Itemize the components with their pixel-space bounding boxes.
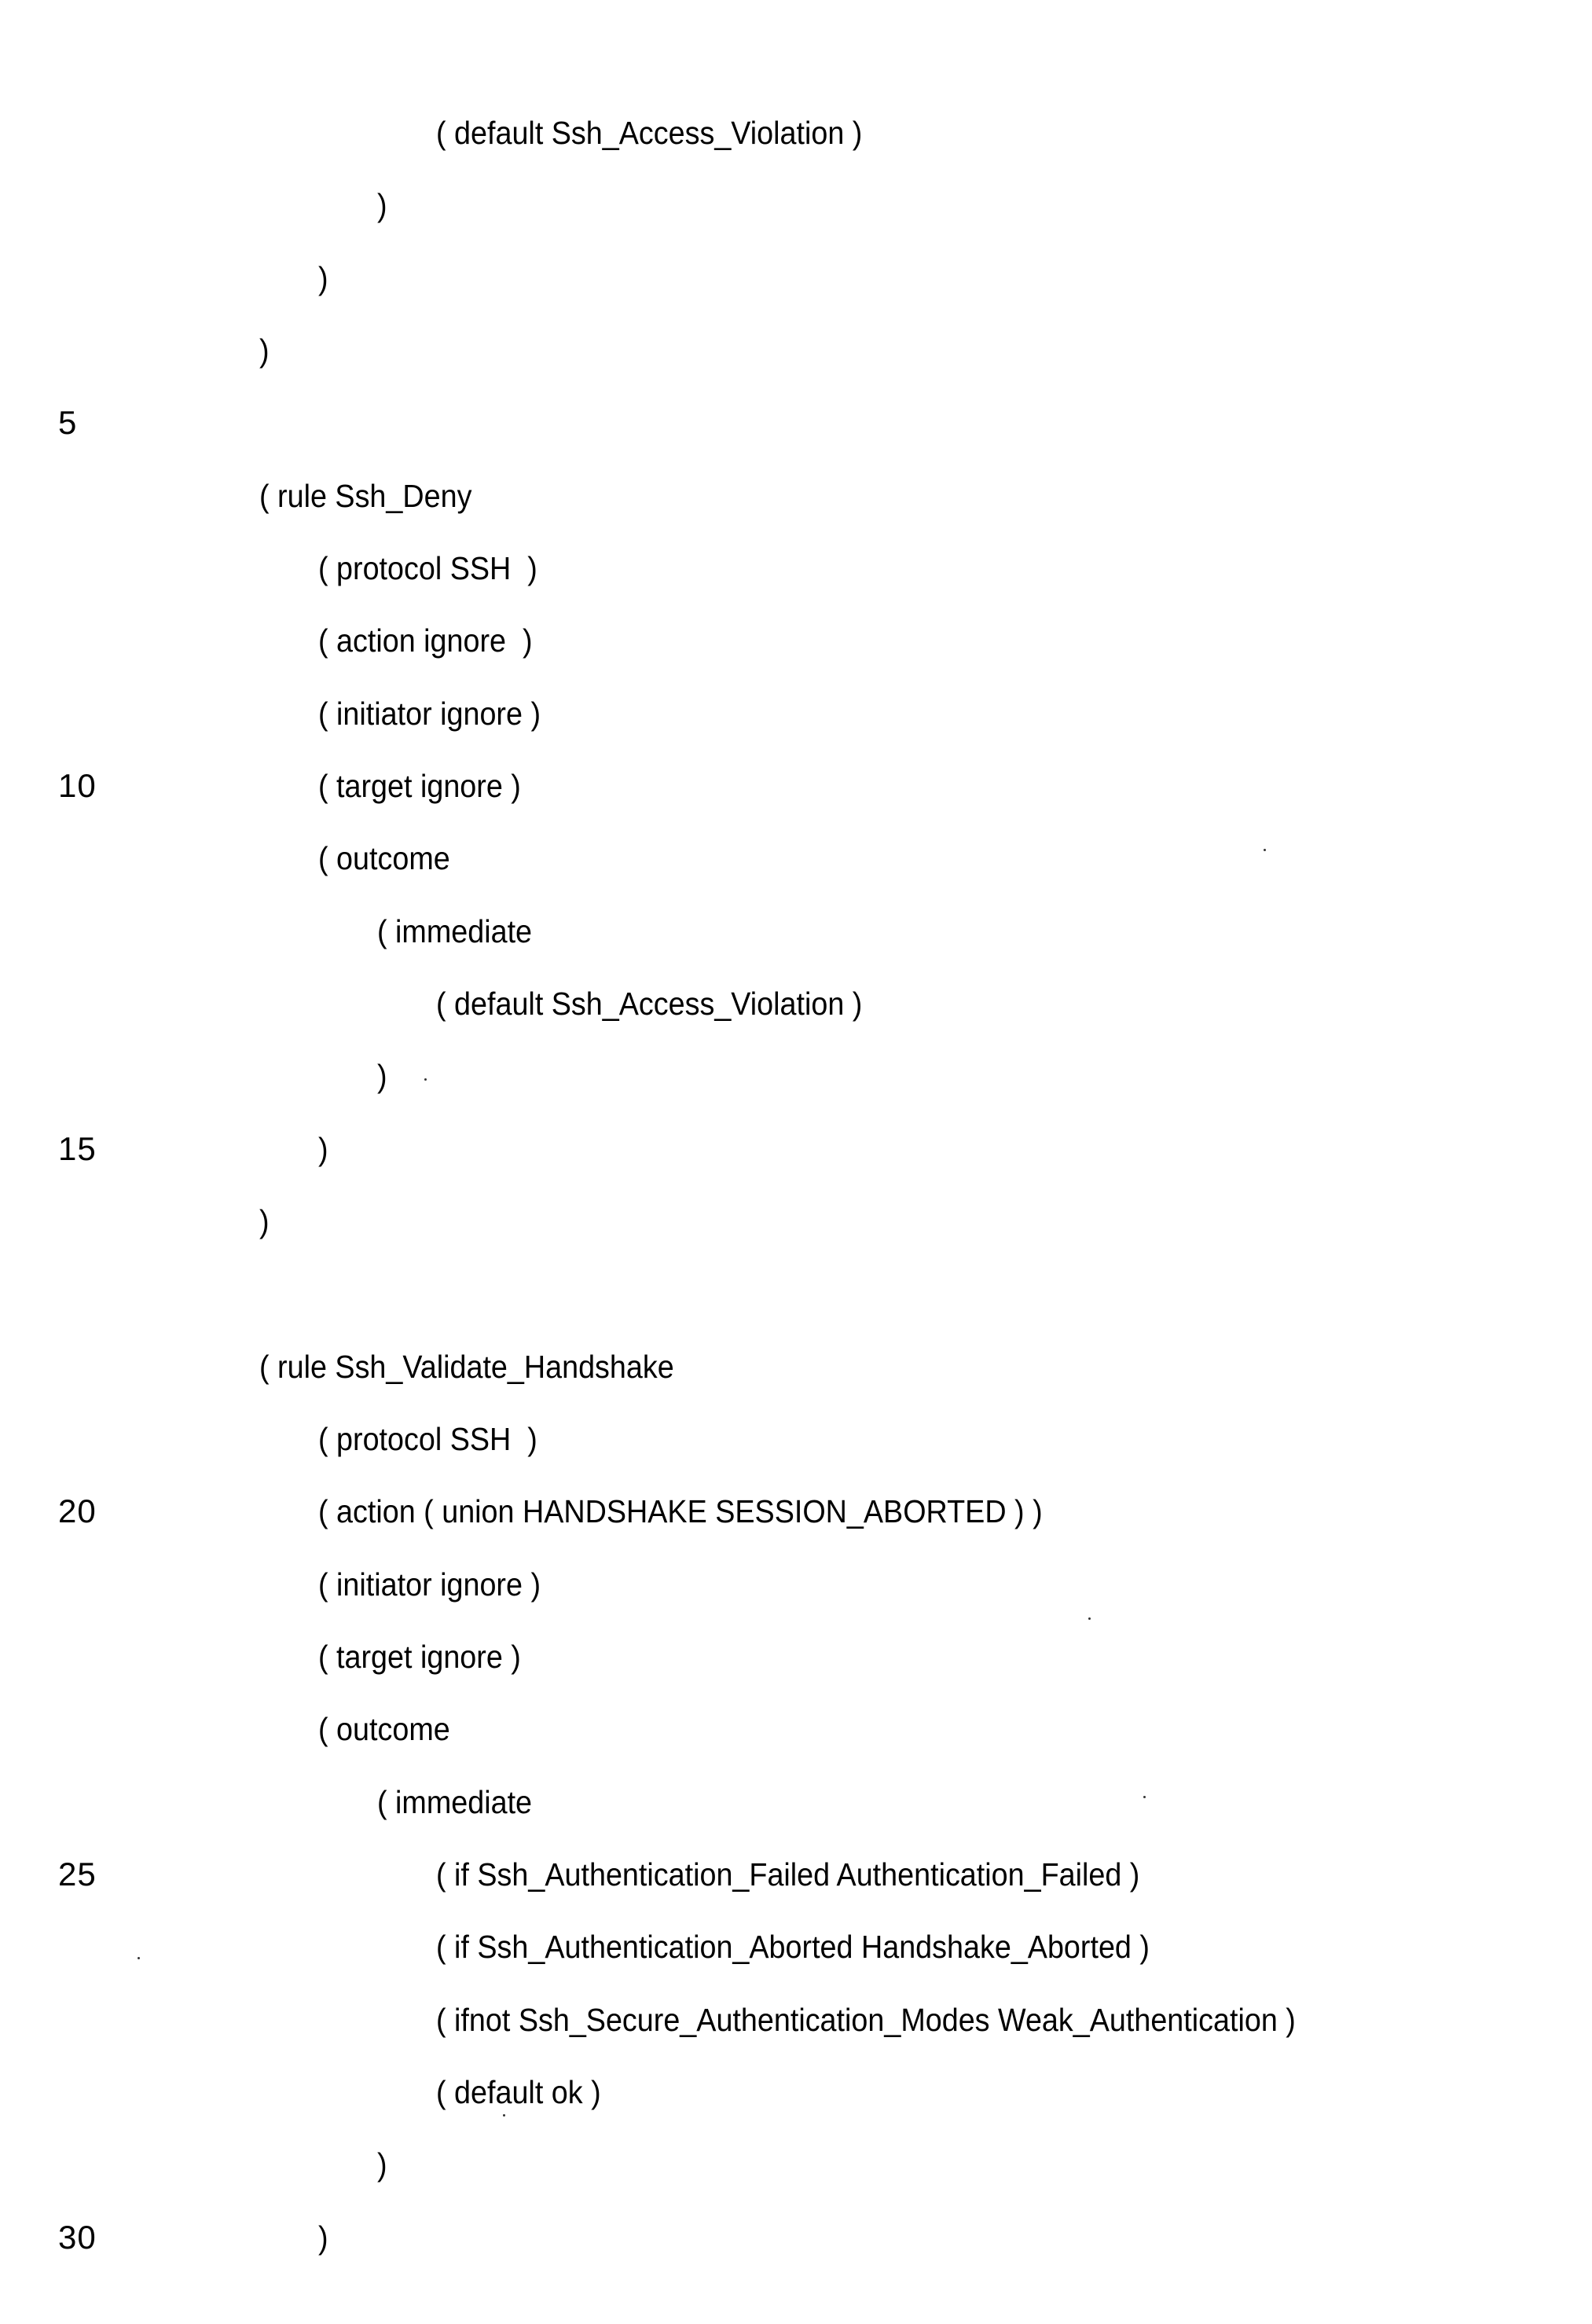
code-text: ) xyxy=(318,260,328,296)
code-line xyxy=(0,1911,1592,1983)
code-text: ( immediate xyxy=(377,913,533,949)
code-text: ( target ignore ) xyxy=(318,1639,521,1675)
code-text: ( initiator ignore ) xyxy=(318,1566,541,1603)
code-line xyxy=(0,822,1592,894)
code-text: ) xyxy=(318,1131,328,1167)
line-number: 30 xyxy=(58,2219,97,2256)
code-line xyxy=(0,2128,1592,2201)
code-text: ( initiator ignore ) xyxy=(318,696,541,732)
code-text: ( rule Ssh_Validate_Handshake xyxy=(259,1349,674,1385)
code-line xyxy=(0,1766,1592,1838)
code-text: ( outcome xyxy=(318,1711,450,1747)
code-line xyxy=(0,1113,1592,1185)
code-line xyxy=(0,1621,1592,1693)
code-text: ( rule Ssh_Deny xyxy=(259,478,472,514)
code-line xyxy=(0,97,1592,169)
scan-speck xyxy=(1264,849,1266,851)
code-text: ( protocol SSH ) xyxy=(318,550,537,586)
code-text: ) xyxy=(377,187,387,223)
code-text: ( outcome xyxy=(318,840,450,876)
code-text: ) xyxy=(318,2219,328,2256)
code-text: ( default ok ) xyxy=(436,2074,601,2110)
line-number: 10 xyxy=(58,767,97,804)
code-line xyxy=(0,1257,1592,1330)
code-line xyxy=(0,1331,1592,1403)
code-line xyxy=(0,1185,1592,1257)
code-text: ) xyxy=(377,2146,387,2183)
code-line xyxy=(0,532,1592,604)
code-line xyxy=(0,169,1592,241)
line-number: 5 xyxy=(58,404,78,441)
code-text: ( ifnot Ssh_Secure_Authentication_Modes Weak_Authentication ) xyxy=(436,2002,1296,2038)
code-text: ( protocol SSH ) xyxy=(318,1421,537,1457)
scan-speck xyxy=(424,1078,427,1081)
code-text: ( default Ssh_Access_Violation ) xyxy=(436,115,863,151)
code-text: ( if Ssh_Authentication_Aborted Handshake_Aborted ) xyxy=(436,1929,1150,1965)
code-line xyxy=(0,2056,1592,2128)
code-line xyxy=(0,895,1592,967)
code-text: ( action ( union HANDSHAKE SESSION_ABORTED ) ) xyxy=(318,1493,1043,1529)
code-line xyxy=(0,1838,1592,1911)
code-line xyxy=(0,242,1592,314)
code-text: ( action ignore ) xyxy=(318,622,533,659)
code-line xyxy=(0,1693,1592,1765)
code-text: ( default Ssh_Access_Violation ) xyxy=(436,986,863,1022)
scan-speck xyxy=(1143,1796,1146,1798)
code-text: ( target ignore ) xyxy=(318,768,521,804)
scan-speck xyxy=(1088,1617,1091,1620)
code-text: ( if Ssh_Authentication_Failed Authentication_Failed ) xyxy=(436,1856,1140,1893)
code-line xyxy=(0,314,1592,387)
code-line xyxy=(0,2201,1592,2274)
code-line xyxy=(0,1403,1592,1475)
code-line xyxy=(0,1475,1592,1547)
code-text: ) xyxy=(259,1203,270,1239)
scan-speck xyxy=(503,2114,505,2117)
code-line xyxy=(0,750,1592,822)
code-line xyxy=(0,1040,1592,1112)
code-line xyxy=(0,460,1592,532)
code-line xyxy=(0,1548,1592,1621)
code-line xyxy=(0,677,1592,750)
code-line xyxy=(0,967,1592,1040)
code-line xyxy=(0,604,1592,677)
code-line xyxy=(0,1984,1592,2056)
line-number: 20 xyxy=(58,1492,97,1529)
scan-speck xyxy=(138,1957,140,1959)
line-number: 15 xyxy=(58,1130,97,1167)
line-number: 25 xyxy=(58,1856,97,1893)
code-text: ) xyxy=(259,332,270,369)
code-line xyxy=(0,387,1592,459)
code-text: ( immediate xyxy=(377,1784,533,1820)
code-text: ) xyxy=(377,1058,387,1094)
